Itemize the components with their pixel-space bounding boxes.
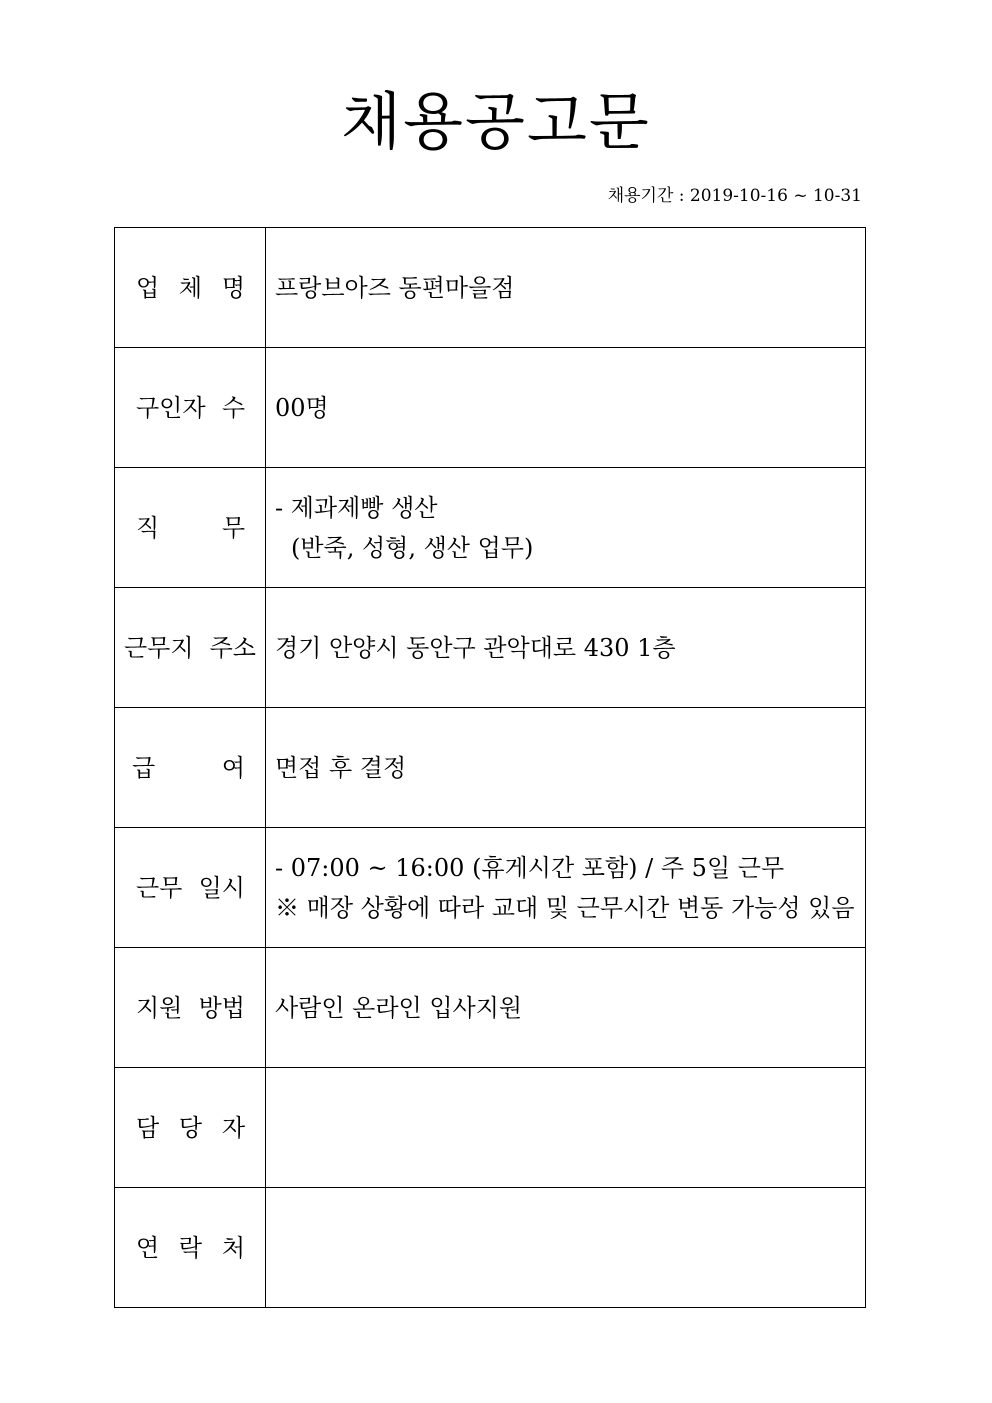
schedule-line-1: - 07:00 ~ 16:00 (휴게시간 포함) / 주 5일 근무 xyxy=(275,853,785,882)
label-headcount-cell xyxy=(115,348,266,468)
table-row xyxy=(115,588,866,708)
label-char: 구인자 xyxy=(136,393,206,422)
page-title: 채용공고문 xyxy=(341,85,651,158)
label-salary-cell xyxy=(115,708,266,828)
table-row xyxy=(115,468,866,588)
label-char: 근무지 xyxy=(124,633,194,662)
label-char: 락 xyxy=(178,1233,203,1262)
label-contact xyxy=(115,1232,265,1264)
schedule-value xyxy=(266,828,866,948)
headcount-value: 00명 xyxy=(266,348,866,468)
table-row xyxy=(115,348,866,468)
duty-line-2: (반죽, 성형, 생산 업무) xyxy=(291,533,534,562)
duty-value xyxy=(266,468,866,588)
label-salary xyxy=(115,752,265,784)
label-schedule-cell xyxy=(115,828,266,948)
label-headcount xyxy=(115,392,265,424)
label-char: 직 xyxy=(136,513,160,542)
table-row xyxy=(115,708,866,828)
label-apply-cell xyxy=(115,948,266,1068)
label-char: 명 xyxy=(221,273,245,302)
label-char: 연 xyxy=(136,1233,160,1262)
table-row xyxy=(115,948,866,1068)
label-char: 여 xyxy=(221,753,245,782)
label-address-cell xyxy=(115,588,266,708)
label-char: 방법 xyxy=(198,993,245,1022)
label-char: 수 xyxy=(221,393,245,422)
label-apply xyxy=(115,992,265,1024)
label-address xyxy=(115,632,265,664)
label-contact-cell xyxy=(115,1188,266,1308)
manager-value xyxy=(266,1068,866,1188)
company-name: 프랑브아즈 동편마을점 xyxy=(266,228,866,348)
label-schedule xyxy=(115,872,265,904)
label-company xyxy=(115,272,265,304)
job-posting-table xyxy=(114,227,866,1308)
label-company-cell xyxy=(115,228,266,348)
label-manager xyxy=(115,1112,265,1144)
contact-value xyxy=(266,1188,866,1308)
label-duty xyxy=(115,512,265,544)
schedule-line-2: ※ 매장 상황에 따라 교대 및 근무시간 변동 가능성 있음 xyxy=(275,893,855,922)
label-char: 업 xyxy=(136,273,160,302)
table-row xyxy=(115,828,866,948)
duty-line-1: - 제과제빵 생산 xyxy=(275,493,438,522)
label-manager-cell xyxy=(115,1068,266,1188)
label-char: 주소 xyxy=(209,633,256,662)
label-char: 무 xyxy=(221,513,245,542)
table-row xyxy=(115,228,866,348)
label-char: 급 xyxy=(132,753,156,782)
label-char: 담 xyxy=(136,1113,160,1142)
label-char: 근무 xyxy=(136,873,183,902)
label-char: 일시 xyxy=(198,873,245,902)
table-row xyxy=(115,1188,866,1308)
table-row xyxy=(115,1068,866,1188)
label-char: 체 xyxy=(178,273,203,302)
recruitment-period: 채용기간 : 2019-10-16 ~ 10-31 xyxy=(607,186,862,206)
salary-value: 면접 후 결정 xyxy=(266,708,866,828)
label-char: 자 xyxy=(221,1113,245,1142)
label-char: 당 xyxy=(178,1113,203,1142)
address-value: 경기 안양시 동안구 관악대로 430 1층 xyxy=(266,588,866,708)
label-char: 지원 xyxy=(136,993,183,1022)
label-duty-cell xyxy=(115,468,266,588)
label-char: 처 xyxy=(221,1233,245,1262)
apply-value: 사람인 온라인 입사지원 xyxy=(266,948,866,1068)
